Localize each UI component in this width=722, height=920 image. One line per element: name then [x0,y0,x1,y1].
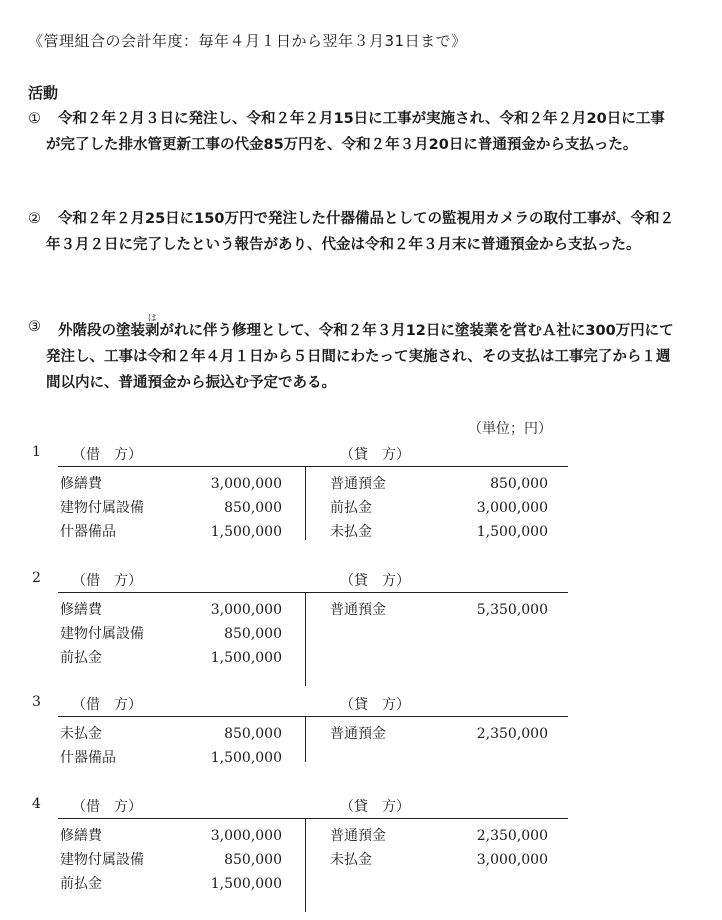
t-account-divider [305,818,306,912]
account-name: 前払金 [330,500,372,516]
journal-row [330,598,548,622]
amount: 850,000 [224,626,282,642]
account-name: 普通預金 [330,476,386,492]
answer-option [28,570,568,680]
account-name: 未払金 [60,726,102,742]
amount: 1,500,000 [210,650,282,666]
activity-text-part: がれに伴う修理として、令和２年３月12日に塗装業を営むＡ社に300万円にて発注し、工事は令和２年４月１日から５日間にわたって実施され、その支払は工事完了から１週間以内に、普通預金から振込む予定である。 [46,323,674,391]
amount: 3,000,000 [476,500,548,516]
fiscal-year-note: 《管理組合の会計年度：毎年４月１日から翌年３月31日まで》 [28,32,467,50]
amount: 3,000,000 [210,602,282,618]
debit-column [60,824,282,896]
amount: 850,000 [224,500,282,516]
journal-row [330,722,548,746]
ruby-base: 剥 [145,323,160,339]
debit-header: （借 方） [72,573,142,589]
account-name: 普通預金 [330,726,386,742]
amount: 3,000,000 [210,828,282,844]
account-name: 建物付属設備 [60,626,144,642]
account-name: 什器備品 [60,524,116,540]
journal-row [60,622,282,646]
credit-header: （貸 方） [340,573,410,589]
amount: 3,000,000 [476,852,548,868]
t-account-rule [58,592,568,593]
amount: 1,500,000 [210,876,282,892]
option-number: 3 [32,694,41,710]
activity-item [28,106,678,158]
activity-number: ① [28,111,41,127]
amount: 1,500,000 [210,524,282,540]
section-title: 活動 [28,84,59,102]
credit-header: （貸 方） [340,799,410,815]
journal-row [60,598,282,622]
debit-header: （借 方） [72,799,142,815]
journal-row [60,872,282,896]
amount: 3,000,000 [210,476,282,492]
debit-column [60,472,282,544]
t-account-divider [305,466,306,540]
journal-row [60,496,282,520]
option-number: 1 [32,444,41,460]
amount: 850,000 [490,476,548,492]
activity-item [28,314,678,396]
journal-row [330,496,548,520]
ruby-reading: は [145,314,160,324]
t-account-rule [58,466,568,467]
amount: 850,000 [224,852,282,868]
activity-item [28,206,678,258]
credit-column [330,722,548,746]
activity-text: 令和２年２月25日に150万円で発注した什器備品としての監視用カメラの取付工事が、令和２年３月２日に完了したという報告があり、代金は令和２年３月末に普通預金から支払った。 [46,211,674,253]
debit-header: （借 方） [72,447,142,463]
activity-number: ② [28,211,41,227]
activity-text [46,314,678,396]
account-name: 建物付属設備 [60,852,144,868]
option-number: 2 [32,570,41,586]
amount: 1,500,000 [210,750,282,766]
unit-label: （単位；円） [468,421,552,437]
account-name: 未払金 [330,852,372,868]
amount: 850,000 [224,726,282,742]
debit-header: （借 方） [72,697,142,713]
credit-column [330,598,548,622]
journal-row [60,722,282,746]
answer-option [28,796,568,896]
account-name: 修繕費 [60,828,102,844]
t-account-rule [58,716,568,717]
journal-row [330,824,548,848]
ruby-annotation [145,314,160,339]
amount: 2,350,000 [476,828,548,844]
journal-row [60,848,282,872]
account-name: 普通預金 [330,602,386,618]
credit-column [330,824,548,872]
activity-text: 令和２年２月３日に発注し、令和２年２月15日に工事が実施され、令和２年２月20日に工事が完了した排水管更新工事の代金85万円を、令和２年３月20日に普通預金から支払った。 [46,111,665,153]
journal-row [330,848,548,872]
journal-row [330,472,548,496]
answer-option [28,694,568,774]
account-name: 建物付属設備 [60,500,144,516]
account-name: 修繕費 [60,476,102,492]
journal-row [60,824,282,848]
option-number: 4 [32,796,41,812]
t-account-divider [305,716,306,762]
journal-row [60,520,282,544]
account-name: 修繕費 [60,602,102,618]
debit-column [60,722,282,770]
account-name: 前払金 [60,650,102,666]
journal-row [60,472,282,496]
t-account-divider [305,592,306,686]
answer-option [28,444,568,554]
amount: 1,500,000 [476,524,548,540]
journal-row [60,746,282,770]
amount: 2,350,000 [476,726,548,742]
t-account-rule [58,818,568,819]
amount: 5,350,000 [476,602,548,618]
debit-column [60,598,282,670]
activity-text-part: 外階段の塗装 [58,323,145,339]
account-name: 普通預金 [330,828,386,844]
journal-row [60,646,282,670]
account-name: 未払金 [330,524,372,540]
journal-row [330,520,548,544]
credit-column [330,472,548,544]
activity-number: ③ [28,319,41,335]
account-name: 什器備品 [60,750,116,766]
credit-header: （貸 方） [340,447,410,463]
account-name: 前払金 [60,876,102,892]
credit-header: （貸 方） [340,697,410,713]
